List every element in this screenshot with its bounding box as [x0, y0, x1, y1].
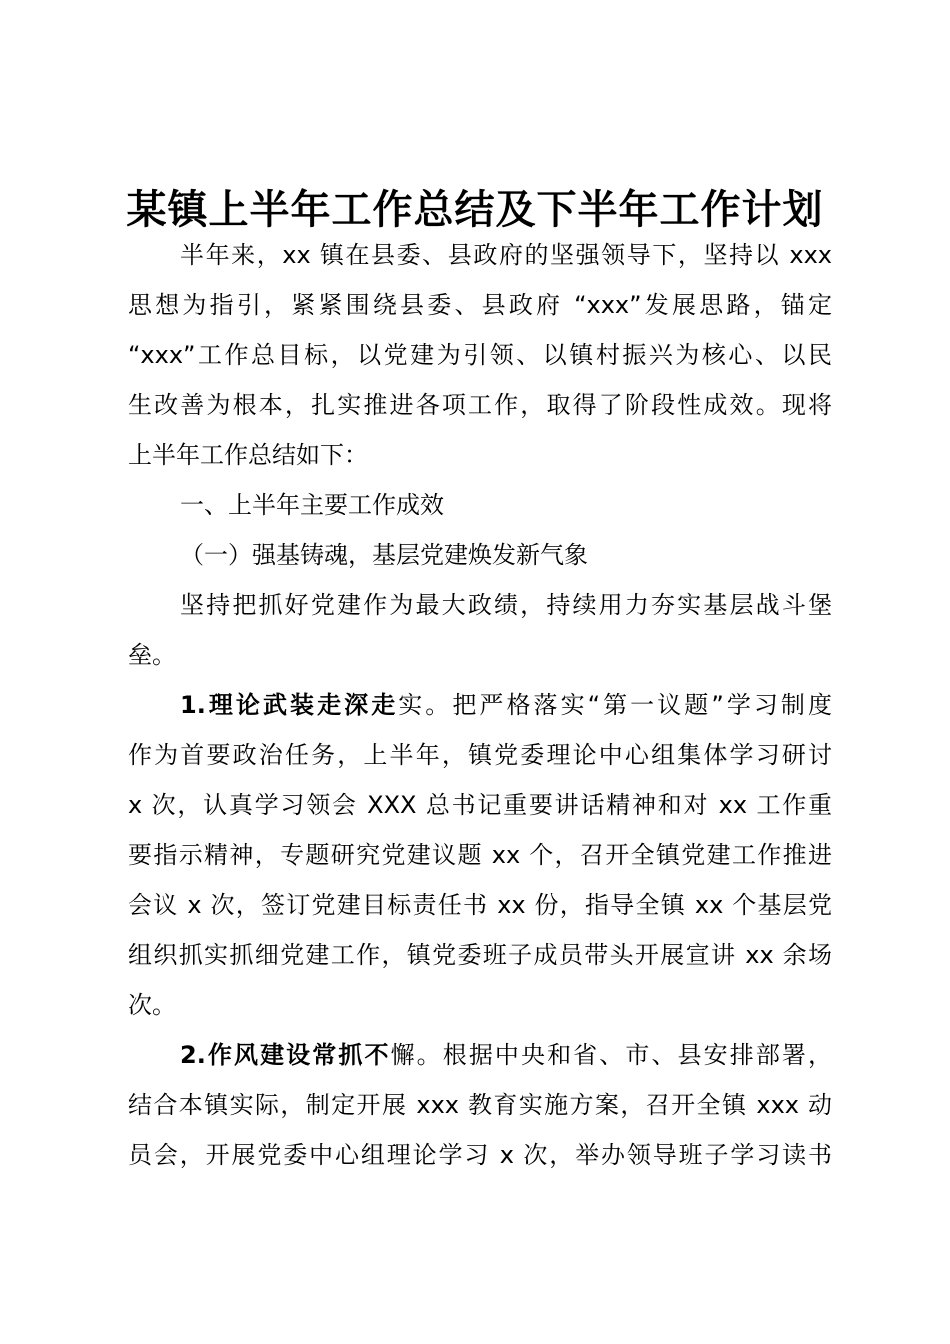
document-body	[128, 230, 832, 1180]
line-text: 垒。	[128, 641, 176, 669]
text-line	[128, 380, 832, 430]
text-line	[128, 530, 832, 580]
line-text: 组织抓实抓细党建工作，镇党委班子成员带头开展宣讲 xx 余场	[128, 941, 832, 969]
line-text: （一）强基铸魂，基层党建焕发新气象	[180, 541, 588, 569]
line-text: 会议 x 次，签订党建目标责任书 xx 份，指导全镇 xx 个基层党	[128, 891, 832, 919]
line-text: 坚持把抓好党建作为最大政绩，持续用力夯实基层战斗堡	[180, 591, 832, 619]
line-text: x 次，认真学习领会 XXX 总书记重要讲话精神和对 xx 工作重	[128, 791, 832, 819]
line-text: 结合本镇实际，制定开展 xxx 教育实施方案，召开全镇 xxx 动	[128, 1091, 832, 1119]
line-text: 实。把严格落实“第一议题”学习制度	[398, 691, 832, 719]
text-line	[128, 930, 832, 980]
text-line	[128, 730, 832, 780]
line-text: 员会，开展党委中心组理论学习 x 次，举办领导班子学习读书	[128, 1141, 832, 1169]
text-line	[128, 830, 832, 880]
text-line	[128, 480, 832, 530]
text-line	[128, 230, 832, 280]
line-text: 懈。根据中央和省、市、县安排部署，	[390, 1041, 832, 1069]
line-text: 次。	[128, 991, 176, 1019]
text-line	[128, 1130, 832, 1180]
text-line	[128, 680, 832, 730]
text-line	[128, 280, 832, 330]
line-text: “xxx”工作总目标，以党建为引领、以镇村振兴为核心、以民	[128, 341, 832, 369]
text-line	[128, 430, 832, 480]
bold-lead-in: 2.作风建设常抓不	[180, 1041, 391, 1069]
line-text: 作为首要政治任务，上半年，镇党委理论中心组集体学习研讨	[128, 741, 832, 769]
line-text: 生改善为根本，扎实推进各项工作，取得了阶段性成效。现将	[128, 391, 832, 419]
document-title: 某镇上半年工作总结及下半年工作计划	[126, 186, 824, 233]
line-text: 半年来，xx 镇在县委、县政府的坚强领导下，坚持以 xxx	[180, 241, 832, 269]
line-text: 一、上半年主要工作成效	[180, 491, 444, 519]
text-line	[128, 880, 832, 930]
text-line	[128, 980, 832, 1030]
text-line	[128, 1030, 832, 1080]
line-text: 上半年工作总结如下：	[128, 441, 368, 469]
line-text: 思想为指引，紧紧围绕县委、县政府 “xxx”发展思路，锚定	[128, 291, 832, 319]
text-line	[128, 630, 832, 680]
text-line	[128, 330, 832, 380]
line-text: 要指示精神，专题研究党建议题 xx 个，召开全镇党建工作推进	[128, 841, 832, 869]
text-line	[128, 780, 832, 830]
bold-lead-in: 1.理论武装走深走	[180, 691, 399, 719]
text-line	[128, 580, 832, 630]
text-line	[128, 1080, 832, 1130]
